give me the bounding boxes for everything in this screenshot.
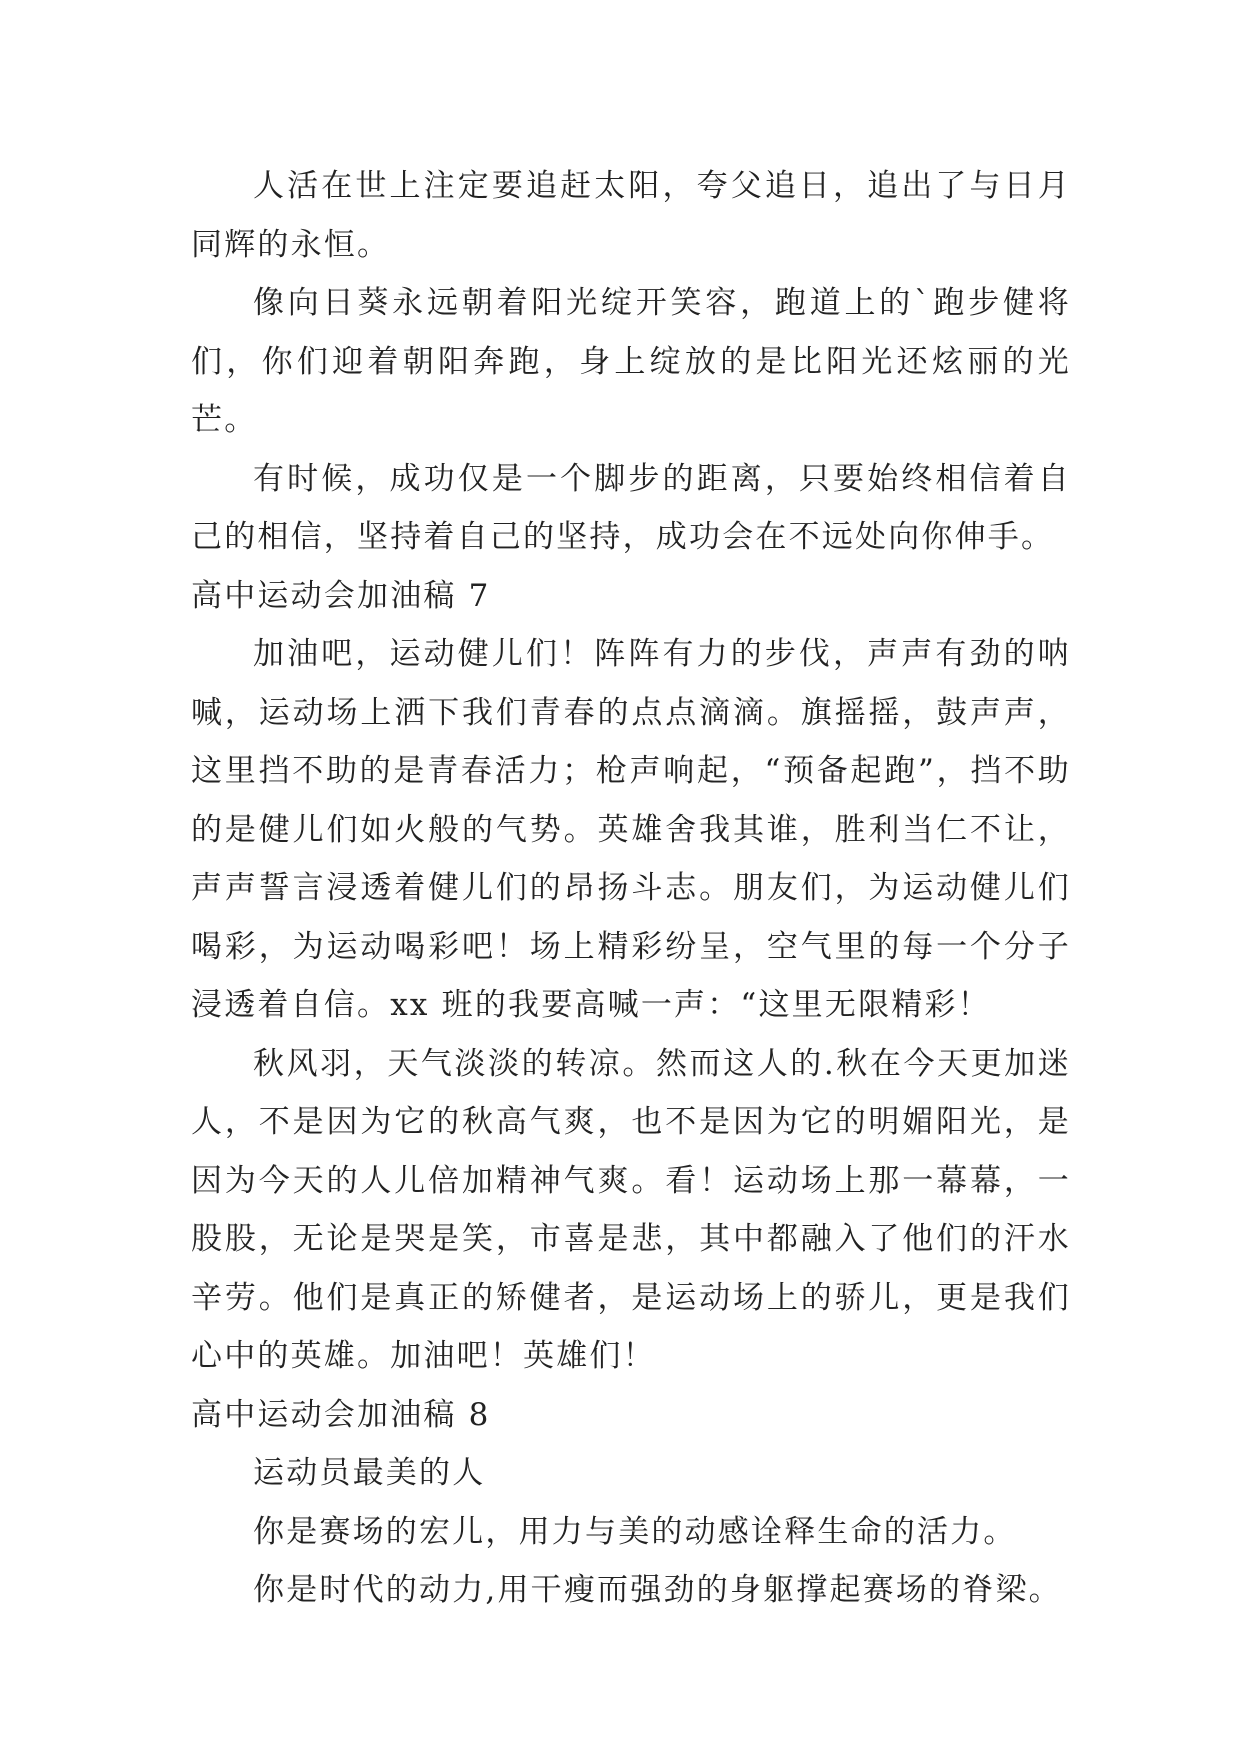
document-body xyxy=(191,157,1071,1620)
paragraph-success: 有时候，成功仅是一个脚步的距离，只要始终相信着自己的相信，坚持着自己的坚持，成功会在不远处向你伸手。 xyxy=(191,460,1071,555)
paragraph-cheer: 加油吧，运动健儿们！阵阵有力的步伐，声声有劲的呐喊，运动场上洒下我们青春的点点滴滴。旗摇摇，鼓声声，这里挡不助的是青春活力；枪声响起，“预备起跑”，挡不助的是健儿们如火般的气势。英雄舍我其谁，胜利当仁不让，声声誓言浸透着健儿们的昂扬斗志。朋友们，为运动健儿们喝彩，为运动喝彩吧！场上精彩纷呈，空气里的每一个分子浸透着自信。xx 班的我要高喊一声：“这里无限精彩！ xyxy=(191,636,1071,1023)
poem-line-2: 你是时代的动力,用干瘦而强劲的身躯撑起赛场的脊梁。 xyxy=(253,1572,1062,1608)
paragraph-kuafu: 人活在世上注定要追赶太阳，夸父追日，追出了与日月同辉的永恒。 xyxy=(191,168,1071,263)
paragraph-autumn: 秋风羽，天气淡淡的转凉。然而这人的.秋在今天更加迷人，不是因为它的秋高气爽，也不是因为它的明媚阳光，是因为今天的人儿倍加精神气爽。看！运动场上那一幕幕，一股股，无论是哭是笑，市喜是悲，其中都融入了他们的汗水辛劳。他们是真正的矫健者，是运动场上的骄儿，更是我们心中的英雄。加油吧！英雄们！ xyxy=(191,1045,1071,1374)
paragraph-sunflower: 像向日葵永远朝着阳光绽开笑容，跑道上的`跑步健将们，你们迎着朝阳奔跑，身上绽放的是比阳光还炫丽的光芒。 xyxy=(191,285,1071,438)
poem-title: 运动员最美的人 xyxy=(253,1455,486,1491)
section-title-8: 高中运动会加油稿 8 xyxy=(191,1396,491,1433)
poem-line-1: 你是赛场的宏儿，用力与美的动感诠释生命的活力。 xyxy=(253,1513,1017,1550)
section-title-7: 高中运动会加油稿 7 xyxy=(191,577,491,614)
